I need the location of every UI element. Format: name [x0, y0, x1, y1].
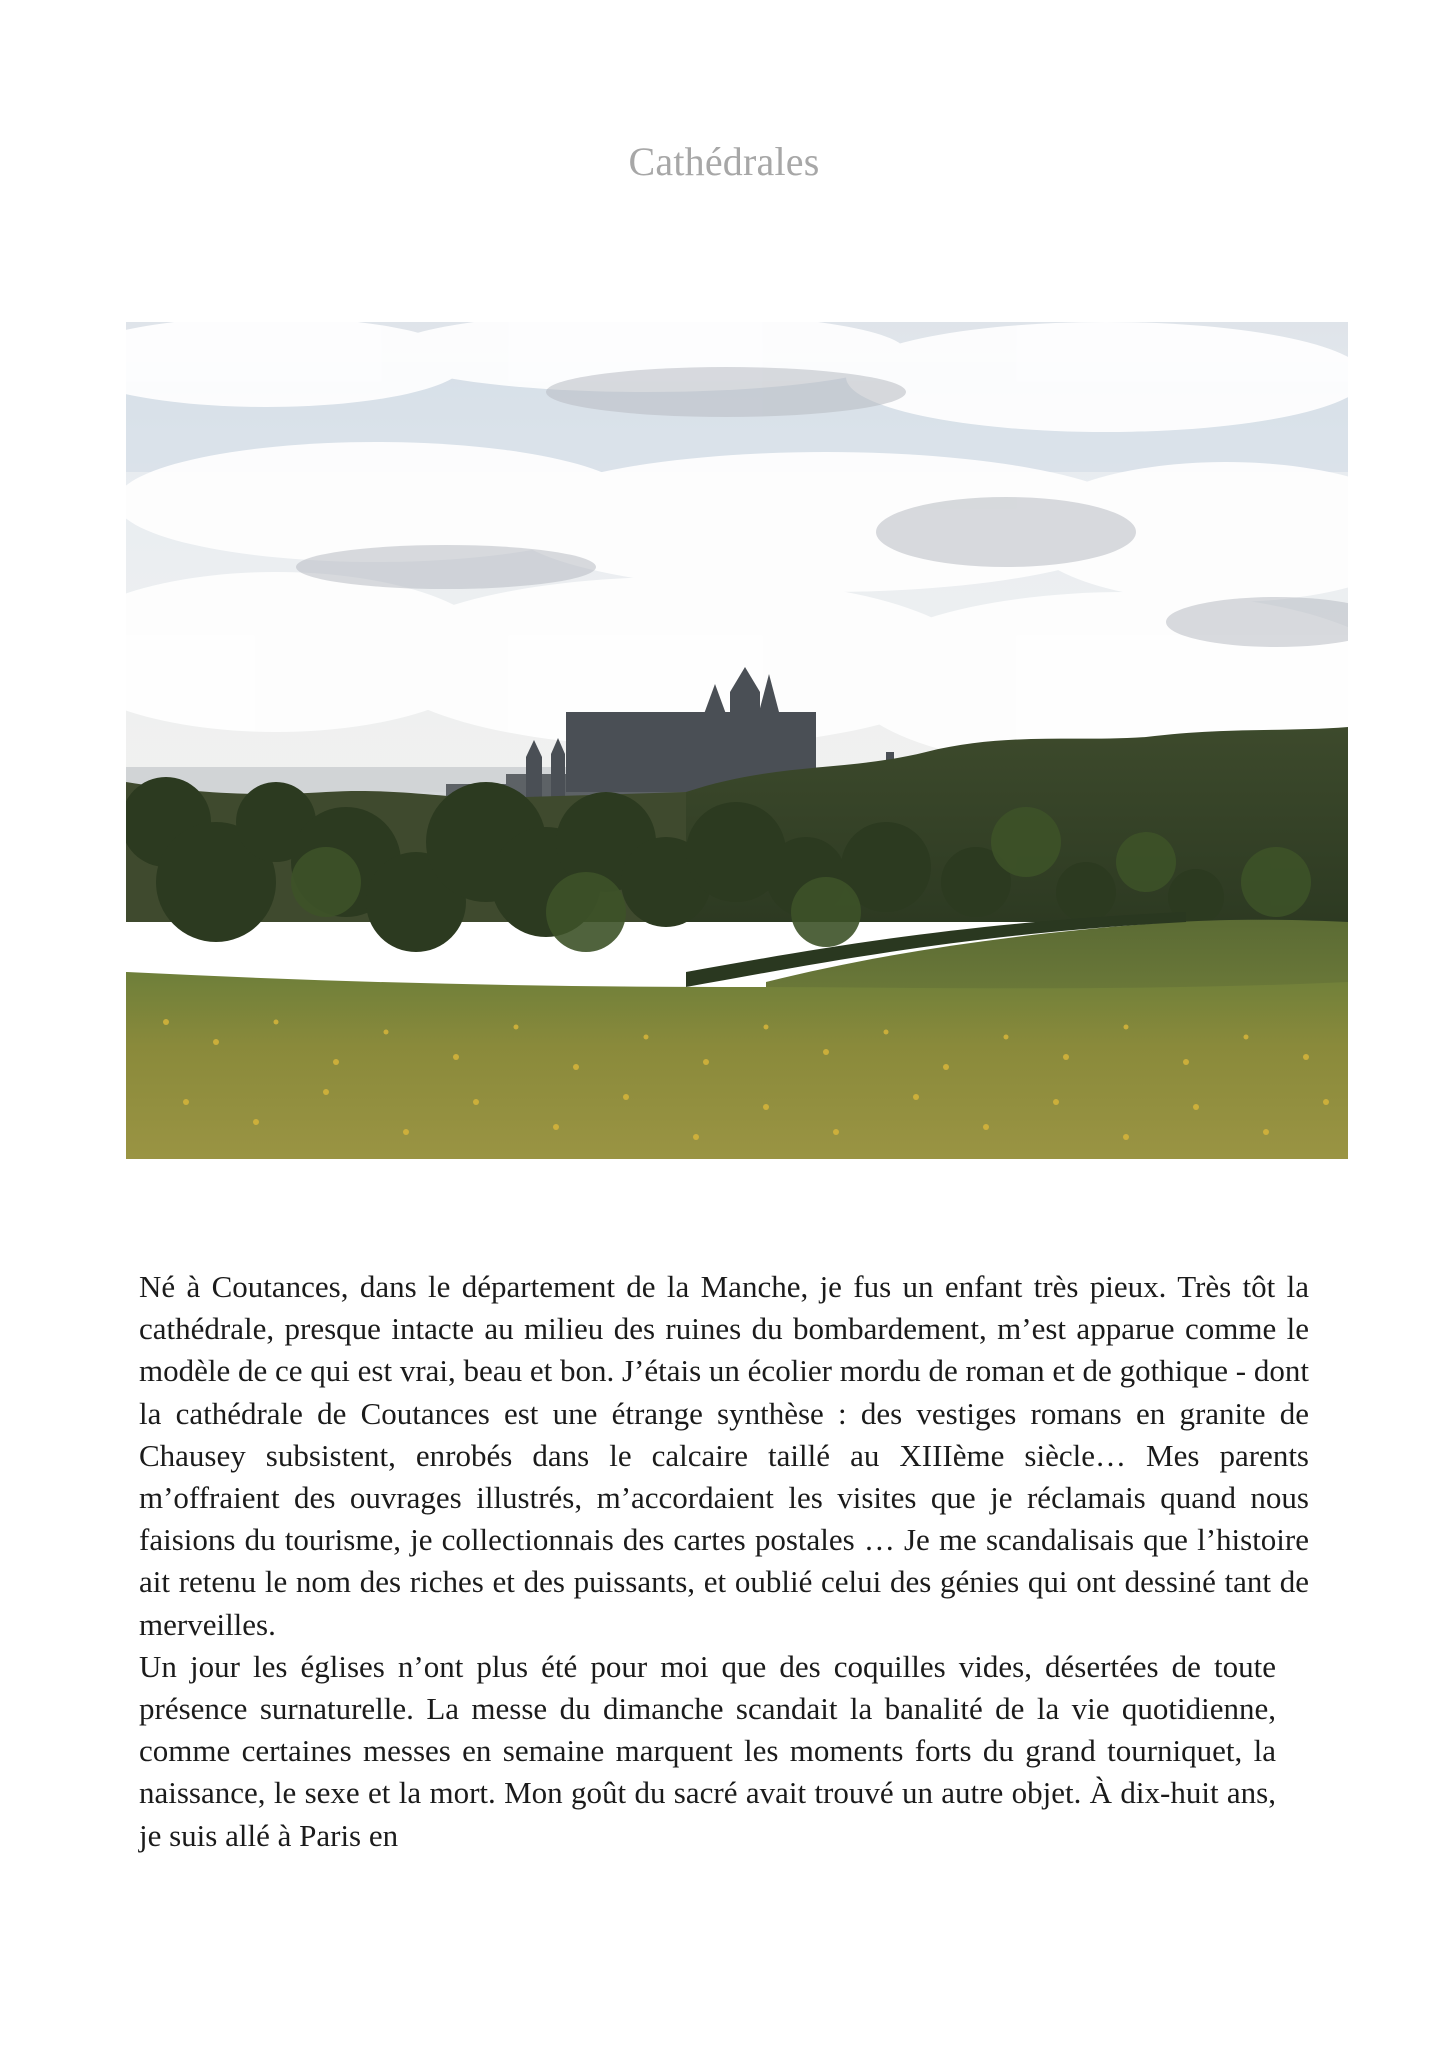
paragraph: Né à Coutances, dans le département de la Manche, je fus un enfant très pieux. Très tôt la cathédrale, presque intacte au milieu des ruines du bombardement, m’est apparue comme le modèle de ce qui est vrai, beau et bon. J’étais un écolier mordu de roman et de gothique - dont la cathédrale de Coutances est une étrange synthèse : des vestiges romans en granite de Chausey subsistent, enrobés dans le calcaire taillé au XIIIème siècle… Mes parents m’offraient des ouvrages illustrés, m’accordaient les visites que je réclamais quand nous faisions du tourisme, je collectionnais des cartes postales … Je me scandalisais que l’histoire ait retenu le nom des riches et des puissants, et oublié celui des génies qui ont dessiné tant de merveilles.	[139, 1269, 1309, 1642]
meadow	[126, 972, 1348, 1159]
paragraph: Un jour les églises n’ont plus été pour moi que des coquilles vides, désertées de toute présence surnaturelle. La messe du dimanche scandait la banalité de la vie quotidienne, comme certaines messes en semaine marquent les moments forts du grand tourniquet, la naissance, le sexe et la mort. Mon goût du sacré avait trouvé un autre objet. À dix-huit ans, je suis allé à Paris en	[139, 1648, 1276, 1853]
body-text	[139, 1266, 1309, 1857]
landscape-photo	[126, 322, 1348, 1159]
page-title: Cathédrales	[628, 139, 820, 184]
